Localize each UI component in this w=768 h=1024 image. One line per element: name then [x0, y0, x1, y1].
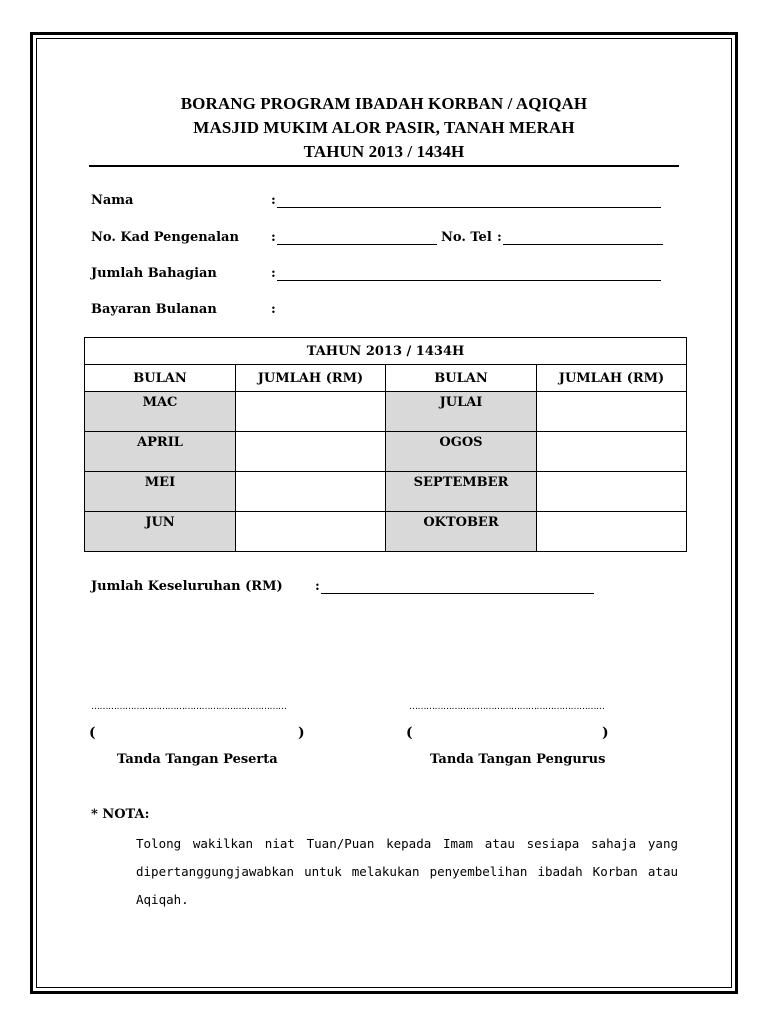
- bahagian-colon: :: [271, 266, 276, 281]
- amount-cell[interactable]: [537, 472, 687, 512]
- nama-label: Nama: [91, 193, 134, 208]
- close-paren: ): [602, 725, 609, 741]
- month-cell: JUN: [85, 512, 236, 552]
- no-tel-label: No. Tel: [441, 230, 492, 245]
- nama-colon: :: [271, 193, 276, 208]
- amount-cell[interactable]: [537, 512, 687, 552]
- col-jumlah-header: JUMLAH (RM): [537, 365, 687, 392]
- amount-cell[interactable]: [236, 472, 386, 512]
- table-title: TAHUN 2013 / 1434H: [85, 338, 687, 365]
- kad-pengenalan-field[interactable]: [277, 244, 437, 245]
- jumlah-keseluruhan-label: Jumlah Keseluruhan (RM): [91, 579, 283, 594]
- amount-cell[interactable]: [236, 432, 386, 472]
- amount-cell[interactable]: [537, 392, 687, 432]
- table-row: [85, 472, 687, 512]
- month-cell: SEPTEMBER: [386, 472, 537, 512]
- month-cell: OKTOBER: [386, 512, 537, 552]
- col-bulan-header: BULAN: [386, 365, 537, 392]
- close-paren: ): [298, 725, 305, 741]
- jumlah-bahagian-label: Jumlah Bahagian: [91, 266, 217, 281]
- amount-cell[interactable]: [537, 432, 687, 472]
- bayaran-colon: :: [271, 302, 276, 317]
- col-jumlah-header: JUMLAH (RM): [236, 365, 386, 392]
- month-cell: MEI: [85, 472, 236, 512]
- month-cell: JULAI: [386, 392, 537, 432]
- form-title-line1: BORANG PROGRAM IBADAH KORBAN / AQIQAH: [180, 94, 588, 113]
- month-cell: APRIL: [85, 432, 236, 472]
- table-row: [85, 512, 687, 552]
- monthly-payment-table: [84, 337, 687, 552]
- form-title-line3: TAHUN 2013 / 1434H: [303, 142, 465, 161]
- tanda-tangan-pengurus-label: Tanda Tangan Pengurus: [430, 752, 606, 767]
- amount-cell[interactable]: [236, 392, 386, 432]
- tanda-tangan-peserta-label: Tanda Tangan Peserta: [117, 752, 278, 767]
- total-colon: :: [315, 579, 320, 594]
- col-bulan-header: BULAN: [85, 365, 236, 392]
- month-cell: MAC: [85, 392, 236, 432]
- table-row: [85, 432, 687, 472]
- month-cell: OGOS: [386, 432, 537, 472]
- nama-field[interactable]: [277, 207, 661, 208]
- jumlah-keseluruhan-field[interactable]: [321, 593, 594, 594]
- title-divider: [89, 165, 679, 167]
- amount-cell[interactable]: [236, 512, 386, 552]
- nota-heading: * NOTA:: [91, 807, 150, 822]
- signature-line-peserta[interactable]: ……………………………………………………………: [91, 702, 287, 712]
- nota-body: Tolong wakilkan niat Tuan/Puan kepada Imam atau sesiapa sahaja yang dipertanggungjawabkan untuk melakukan penyembelihan ibadah Korban atau Aqiqah.: [136, 836, 678, 907]
- bayaran-bulanan-label: Bayaran Bulanan: [91, 302, 217, 317]
- kad-pengenalan-label: No. Kad Pengenalan: [91, 230, 239, 245]
- jumlah-bahagian-field[interactable]: [277, 280, 661, 281]
- open-paren: (: [89, 725, 96, 741]
- kad-colon: :: [271, 230, 276, 245]
- form-title-line2: MASJID MUKIM ALOR PASIR, TANAH MERAH: [193, 118, 575, 137]
- open-paren: (: [406, 725, 413, 741]
- tel-colon: :: [497, 230, 502, 245]
- table-row: [85, 392, 687, 432]
- signature-line-pengurus[interactable]: ……………………………………………………………: [409, 702, 605, 712]
- no-tel-field[interactable]: [503, 244, 663, 245]
